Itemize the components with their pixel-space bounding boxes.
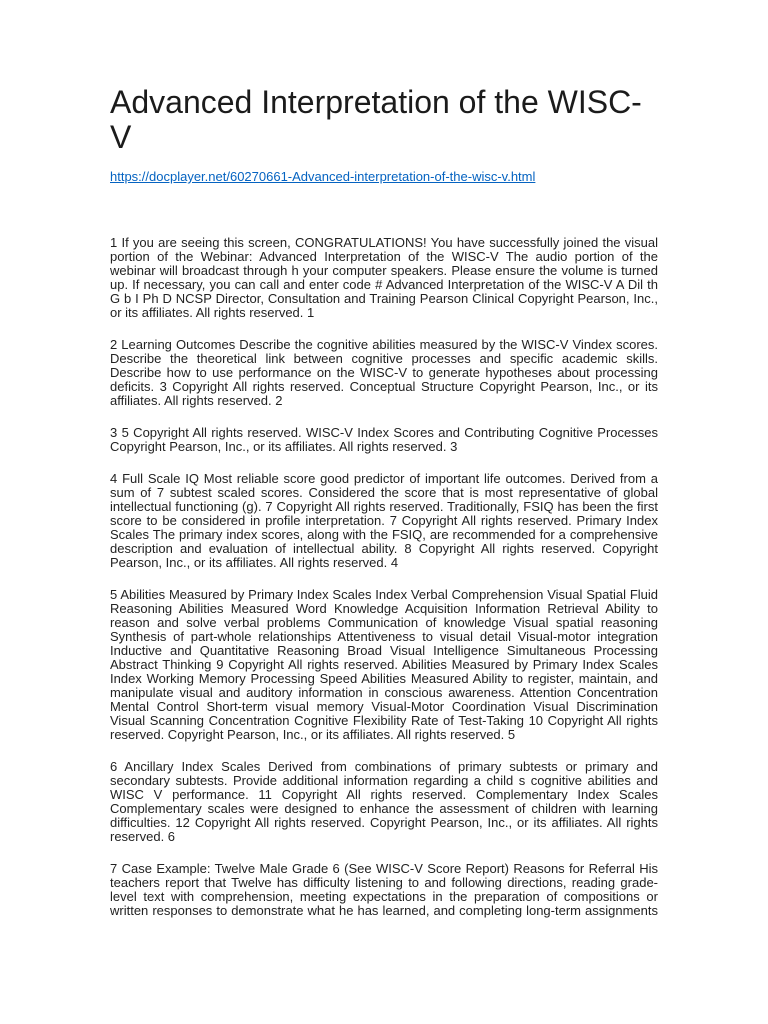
paragraph-4: 4 Full Scale IQ Most reliable score good predictor of important life outcomes. Derived from a sum of 7 subtest scaled scores. Considered the score that is most representative of global intellectual functioning (g). 7 Copyright All rights reserved. Traditionally, FSIQ has been the first score to be considered in profile interpretation. 7 Copyright All rights reserved. Primary Index Scales The primary index scores, along with the FSIQ, are recommended for a comprehensive description and evaluation of intellectual ability. 8 Copyright All rights reserved. Copyright Pearson, Inc., or its affiliates. All rights reserved. 4	[110, 471, 658, 570]
paragraph-5: 5 Abilities Measured by Primary Index Scales Index Verbal Comprehension Visual Spatial Fluid Reasoning Abilities Measured Word Knowledge Acquisition Information Retrieval Ability to reason and solve verbal problems Communication of knowledge Visual spatial reasoning Synthesis of part-whole relationships Attentiveness to visual detail Visual-motor integration Inductive and Quantitative Reasoning Broad Visual Intelligence Simultaneous Processing Abstract Thinking 9 Copyright All rights reserved. Abilities Measured by Primary Index Scales Index Working Memory Processing Speed Abilities Measured Ability to register, maintain, and manipulate visual and auditory information in conscious awareness. Attention Concentration Mental Control Short-term visual memory Visual-Motor Coordination Visual Discrimination Visual Scanning Concentration Cognitive Flexibility Rate of Test-Taking 10 Copyright All rights reserved. Copyright Pearson, Inc., or its affiliates. All rights reserved. 5	[110, 587, 658, 742]
paragraph-2: 2 Learning Outcomes Describe the cognitive abilities measured by the WISC-V Vindex scores. Describe the theoretical link between cognitive processes and specific academic skills. Describe how to use performance on the WISC-V to generate hypotheses about processing deficits. 3 Copyright All rights reserved. Conceptual Structure Copyright Pearson, Inc., or its affiliates. All rights reserved. 2	[110, 337, 658, 408]
paragraph-7: 7 Case Example: Twelve Male Grade 6 (See WISC-V Score Report) Reasons for Referral His teachers report that Twelve has difficulty listening to and following directions, reading grade-level text with comprehension, meeting expectations in the preparation of compositions or written responses to demonstrate what he has learned, and completing long-term assignments	[110, 861, 658, 918]
paragraph-3: 3 5 Copyright All rights reserved. WISC-V Index Scores and Contributing Cognitive Processes Copyright Pearson, Inc., or its affiliates. All rights reserved. 3	[110, 425, 658, 454]
paragraph-1: 1 If you are seeing this screen, CONGRATULATIONS! You have successfully joined the visual portion of the Webinar: Advanced Interpretation of the WISC-V The audio portion of the webinar will broadcast through h your computer speakers. Please ensure the volume is turned up. If necessary, you can call and enter code # Advanced Interpretation of the WISC-V A Dil th G b I Ph D NCSP Director, Consultation and Training Pearson Clinical Copyright Pearson, Inc., or its affiliates. All rights reserved. 1	[110, 235, 658, 320]
paragraph-6: 6 Ancillary Index Scales Derived from combinations of primary subtests or primary and secondary subtests. Provide additional information regarding a child s cognitive abilities and WISC V performance. 11 Copyright All rights reserved. Complementary Index Scales Complementary scales were designed to enhance the assessment of children with learning difficulties. 12 Copyright All rights reserved. Copyright Pearson, Inc., or its affiliates. All rights reserved. 6	[110, 759, 658, 844]
document-body	[110, 236, 658, 918]
document-content	[110, 85, 658, 936]
document-title: Advanced Interpretation of the WISC-V	[110, 84, 642, 155]
source-link[interactable]: https://docplayer.net/60270661-Advanced-interpretation-of-the-wisc-v.html	[110, 169, 536, 184]
